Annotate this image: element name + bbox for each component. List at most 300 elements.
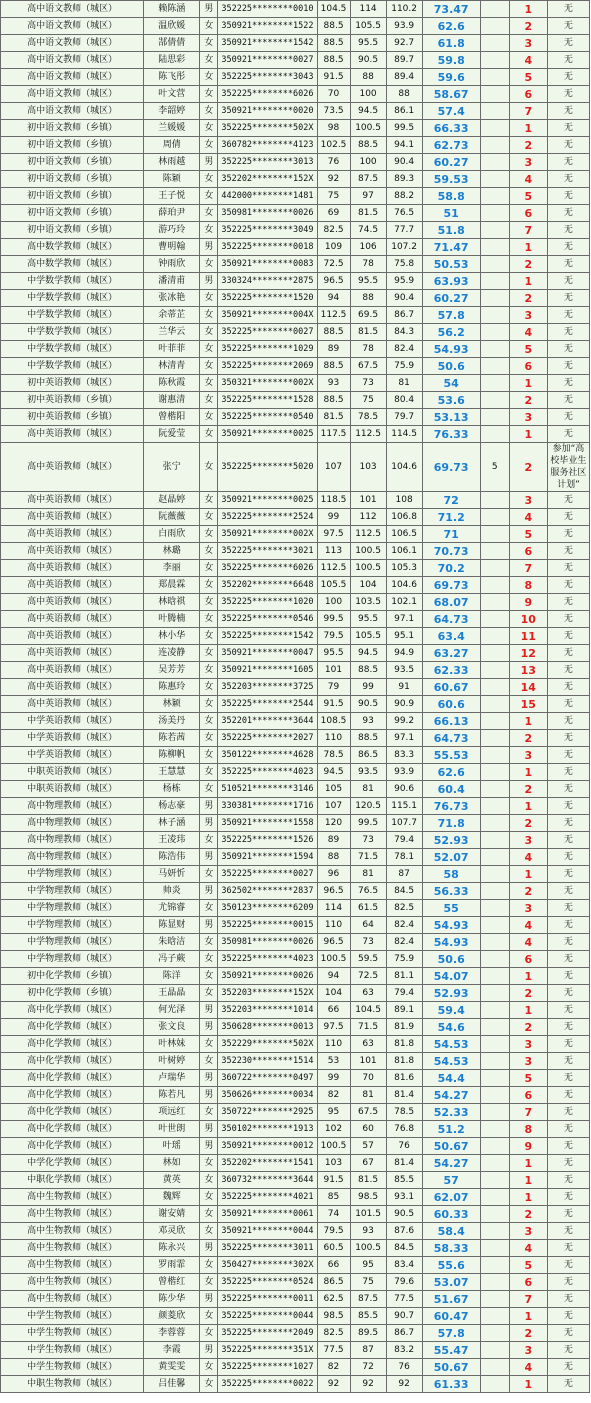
name-cell: 陈浩伟 xyxy=(144,849,200,866)
total-score-cell: 54.07 xyxy=(422,968,480,985)
name-cell: 陈洋 xyxy=(144,968,200,985)
total-score-cell: 53.07 xyxy=(422,1274,480,1291)
bonus-cell xyxy=(480,1002,509,1019)
gender-cell: 女 xyxy=(200,1189,218,1206)
id-number-cell: 352225********2069 xyxy=(218,358,317,375)
composite-score-cell: 94.1 xyxy=(386,137,422,154)
composite-score-cell: 81.4 xyxy=(386,1155,422,1172)
position-cell: 中职英语教师（城区） xyxy=(1,764,144,781)
written-score-cell: 97.5 xyxy=(317,1019,350,1036)
id-number-cell: 360722********0497 xyxy=(218,1070,317,1087)
rank-cell: 1 xyxy=(509,764,547,781)
name-cell: 陈少华 xyxy=(144,1291,200,1308)
rank-cell: 1 xyxy=(509,713,547,730)
total-score-cell: 69.73 xyxy=(422,577,480,594)
written-score-cell: 79 xyxy=(317,679,350,696)
bonus-cell xyxy=(480,900,509,917)
gender-cell: 男 xyxy=(200,1138,218,1155)
id-number-cell: 352225********1528 xyxy=(218,392,317,409)
written-score-cell: 104.5 xyxy=(317,1,350,18)
name-cell: 王子悦 xyxy=(144,188,200,205)
note-cell: 无 xyxy=(547,815,589,832)
gender-cell: 男 xyxy=(200,273,218,290)
position-cell: 高中生物教师（城区） xyxy=(1,1223,144,1240)
composite-score-cell: 89.3 xyxy=(386,171,422,188)
id-number-cell: 510521********3146 xyxy=(218,781,317,798)
name-cell: 叶瑶 xyxy=(144,1138,200,1155)
position-cell: 中学生物教师（城区） xyxy=(1,1359,144,1376)
gender-cell: 女 xyxy=(200,747,218,764)
written-score-cell: 92 xyxy=(317,171,350,188)
interview-score-cell: 71.5 xyxy=(350,1019,386,1036)
gender-cell: 女 xyxy=(200,120,218,137)
position-cell: 高中语文教师（城区） xyxy=(1,86,144,103)
interview-score-cell: 103.5 xyxy=(350,594,386,611)
rank-cell: 2 xyxy=(509,781,547,798)
table-row xyxy=(1,1206,590,1223)
id-number-cell: 352225********0524 xyxy=(218,1274,317,1291)
rank-cell: 1 xyxy=(509,1189,547,1206)
gender-cell: 女 xyxy=(200,1206,218,1223)
position-cell: 高中生物教师（城区） xyxy=(1,1240,144,1257)
gender-cell: 男 xyxy=(200,798,218,815)
rank-cell: 1 xyxy=(509,798,547,815)
written-score-cell: 79.5 xyxy=(317,628,350,645)
composite-score-cell: 95.9 xyxy=(386,273,422,290)
note-cell: 无 xyxy=(547,866,589,883)
written-score-cell: 70 xyxy=(317,86,350,103)
gender-cell: 女 xyxy=(200,1376,218,1393)
composite-score-cell: 93.5 xyxy=(386,662,422,679)
name-cell: 陈若凡 xyxy=(144,1087,200,1104)
rank-cell: 7 xyxy=(509,560,547,577)
position-cell: 中学数学教师（城区） xyxy=(1,341,144,358)
interview-score-cell: 88.5 xyxy=(350,137,386,154)
table-row xyxy=(1,747,590,764)
rank-cell: 2 xyxy=(509,392,547,409)
id-number-cell: 350427********302X xyxy=(218,1257,317,1274)
bonus-cell xyxy=(480,951,509,968)
gender-cell: 女 xyxy=(200,560,218,577)
rank-cell: 4 xyxy=(509,917,547,934)
interview-score-cell: 93.5 xyxy=(350,764,386,781)
position-cell: 高中英语教师（城区） xyxy=(1,543,144,560)
composite-score-cell: 93.1 xyxy=(386,1189,422,1206)
gender-cell: 女 xyxy=(200,426,218,443)
total-score-cell: 52.07 xyxy=(422,849,480,866)
rank-cell: 3 xyxy=(509,1036,547,1053)
written-score-cell: 62.5 xyxy=(317,1291,350,1308)
composite-score-cell: 87 xyxy=(386,866,422,883)
table-row xyxy=(1,120,590,137)
total-score-cell: 60.67 xyxy=(422,679,480,696)
id-number-cell: 352225********4023 xyxy=(218,951,317,968)
rank-cell: 6 xyxy=(509,543,547,560)
rank-cell: 7 xyxy=(509,1104,547,1121)
bonus-cell xyxy=(480,713,509,730)
gender-cell: 男 xyxy=(200,1070,218,1087)
composite-score-cell: 81.6 xyxy=(386,1070,422,1087)
gender-cell: 男 xyxy=(200,849,218,866)
note-cell: 无 xyxy=(547,52,589,69)
id-number-cell: 442000********1481 xyxy=(218,188,317,205)
rank-cell: 8 xyxy=(509,1121,547,1138)
interview-score-cell: 93 xyxy=(350,1223,386,1240)
position-cell: 高中生物教师（城区） xyxy=(1,1189,144,1206)
table-row xyxy=(1,137,590,154)
interview-score-cell: 69.5 xyxy=(350,307,386,324)
name-cell: 冯子蕨 xyxy=(144,951,200,968)
interview-score-cell: 95 xyxy=(350,1257,386,1274)
written-score-cell: 120 xyxy=(317,815,350,832)
rank-cell: 14 xyxy=(509,679,547,696)
interview-score-cell: 78 xyxy=(350,341,386,358)
position-cell: 高中化学教师（城区） xyxy=(1,1138,144,1155)
table-row xyxy=(1,679,590,696)
total-score-cell: 55.6 xyxy=(422,1257,480,1274)
position-cell: 高中英语教师（城区） xyxy=(1,611,144,628)
note-cell: 无 xyxy=(547,1189,589,1206)
written-score-cell: 94.5 xyxy=(317,764,350,781)
gender-cell: 男 xyxy=(200,1019,218,1036)
note-cell: 无 xyxy=(547,1342,589,1359)
written-score-cell: 88.5 xyxy=(317,35,350,52)
rank-cell: 1 xyxy=(509,1172,547,1189)
composite-score-cell: 82.4 xyxy=(386,934,422,951)
note-cell: 无 xyxy=(547,713,589,730)
rank-cell: 3 xyxy=(509,900,547,917)
name-cell: 叶林妹 xyxy=(144,1036,200,1053)
rank-cell: 5 xyxy=(509,526,547,543)
note-cell: 无 xyxy=(547,1240,589,1257)
note-cell: 无 xyxy=(547,730,589,747)
position-cell: 初中语文教师（乡镇） xyxy=(1,120,144,137)
id-number-cell: 350921********0047 xyxy=(218,645,317,662)
composite-score-cell: 83.2 xyxy=(386,1342,422,1359)
written-score-cell: 107 xyxy=(317,798,350,815)
note-cell: 无 xyxy=(547,1138,589,1155)
note-cell: 无 xyxy=(547,324,589,341)
total-score-cell: 54.6 xyxy=(422,1019,480,1036)
composite-score-cell: 82.5 xyxy=(386,900,422,917)
bonus-cell xyxy=(480,1359,509,1376)
rank-cell: 3 xyxy=(509,1223,547,1240)
id-number-cell: 350921********1594 xyxy=(218,849,317,866)
written-score-cell: 109 xyxy=(317,239,350,256)
gender-cell: 女 xyxy=(200,222,218,239)
interview-score-cell: 100.5 xyxy=(350,560,386,577)
gender-cell: 女 xyxy=(200,205,218,222)
total-score-cell: 52.33 xyxy=(422,1104,480,1121)
interview-score-cell: 59.5 xyxy=(350,951,386,968)
note-cell: 无 xyxy=(547,375,589,392)
gender-cell: 男 xyxy=(200,1,218,18)
interview-score-cell: 95.5 xyxy=(350,611,386,628)
bonus-cell xyxy=(480,1087,509,1104)
position-cell: 高中生物教师（城区） xyxy=(1,1291,144,1308)
gender-cell: 女 xyxy=(200,103,218,120)
composite-score-cell: 94.9 xyxy=(386,645,422,662)
interview-score-cell: 76.5 xyxy=(350,883,386,900)
id-number-cell: 352225********0011 xyxy=(218,1291,317,1308)
note-cell: 无 xyxy=(547,696,589,713)
bonus-cell xyxy=(480,1240,509,1257)
name-cell: 陈惠玲 xyxy=(144,679,200,696)
bonus-cell xyxy=(480,509,509,526)
table-row xyxy=(1,69,590,86)
composite-score-cell: 78.5 xyxy=(386,1104,422,1121)
id-number-cell: 352202********6648 xyxy=(218,577,317,594)
rank-cell: 2 xyxy=(509,256,547,273)
id-number-cell: 352225********0015 xyxy=(218,917,317,934)
total-score-cell: 57.8 xyxy=(422,307,480,324)
id-number-cell: 352202********1541 xyxy=(218,1155,317,1172)
rank-cell: 6 xyxy=(509,1274,547,1291)
bonus-cell xyxy=(480,696,509,713)
interview-score-cell: 70 xyxy=(350,1070,386,1087)
gender-cell: 女 xyxy=(200,256,218,273)
position-cell: 高中英语教师（城区） xyxy=(1,426,144,443)
composite-score-cell: 106.5 xyxy=(386,526,422,543)
table-row xyxy=(1,815,590,832)
interview-score-cell: 100 xyxy=(350,86,386,103)
id-number-cell: 360732********3644 xyxy=(218,1172,317,1189)
note-cell: 无 xyxy=(547,154,589,171)
interview-score-cell: 97 xyxy=(350,188,386,205)
id-number-cell: 352225********6026 xyxy=(218,560,317,577)
total-score-cell: 60.33 xyxy=(422,1206,480,1223)
id-number-cell: 352225********0027 xyxy=(218,866,317,883)
composite-score-cell: 106.1 xyxy=(386,543,422,560)
table-row xyxy=(1,239,590,256)
note-cell: 无 xyxy=(547,1223,589,1240)
rank-cell: 3 xyxy=(509,747,547,764)
written-score-cell: 94 xyxy=(317,968,350,985)
table-row xyxy=(1,1036,590,1053)
id-number-cell: 352225********351X xyxy=(218,1342,317,1359)
total-score-cell: 54.53 xyxy=(422,1036,480,1053)
table-row xyxy=(1,900,590,917)
composite-score-cell: 114.5 xyxy=(386,426,422,443)
position-cell: 中学英语教师（城区） xyxy=(1,730,144,747)
id-number-cell: 350921********0012 xyxy=(218,1138,317,1155)
total-score-cell: 69.73 xyxy=(422,443,480,492)
interview-score-cell: 94.5 xyxy=(350,645,386,662)
position-cell: 初中语文教师（乡镇） xyxy=(1,171,144,188)
id-number-cell: 350722********2925 xyxy=(218,1104,317,1121)
id-number-cell: 352225********0018 xyxy=(218,239,317,256)
gender-cell: 女 xyxy=(200,713,218,730)
written-score-cell: 79.5 xyxy=(317,1223,350,1240)
bonus-cell xyxy=(480,1189,509,1206)
note-cell: 无 xyxy=(547,1359,589,1376)
table-row xyxy=(1,696,590,713)
name-cell: 林子涵 xyxy=(144,815,200,832)
position-cell: 高中英语教师（城区） xyxy=(1,594,144,611)
note-cell: 无 xyxy=(547,1087,589,1104)
written-score-cell: 88.5 xyxy=(317,52,350,69)
table-row xyxy=(1,1019,590,1036)
total-score-cell: 58 xyxy=(422,866,480,883)
rank-cell: 2 xyxy=(509,985,547,1002)
total-score-cell: 62.33 xyxy=(422,662,480,679)
bonus-cell xyxy=(480,611,509,628)
interview-score-cell: 92 xyxy=(350,1376,386,1393)
interview-score-cell: 61.5 xyxy=(350,900,386,917)
bonus-cell xyxy=(480,560,509,577)
table-row xyxy=(1,1002,590,1019)
interview-score-cell: 88 xyxy=(350,290,386,307)
interview-score-cell: 90.5 xyxy=(350,696,386,713)
table-row xyxy=(1,1121,590,1138)
table-row xyxy=(1,1,590,18)
bonus-cell xyxy=(480,103,509,120)
name-cell: 林小华 xyxy=(144,628,200,645)
id-number-cell: 350981********0026 xyxy=(218,205,317,222)
gender-cell: 女 xyxy=(200,86,218,103)
id-number-cell: 350921********1558 xyxy=(218,815,317,832)
name-cell: 连凌静 xyxy=(144,645,200,662)
table-row xyxy=(1,883,590,900)
total-score-cell: 76.73 xyxy=(422,798,480,815)
note-cell: 无 xyxy=(547,883,589,900)
total-score-cell: 55.53 xyxy=(422,747,480,764)
written-score-cell: 101 xyxy=(317,662,350,679)
note-cell: 无 xyxy=(547,849,589,866)
table-row xyxy=(1,764,590,781)
id-number-cell: 352203********152X xyxy=(218,985,317,1002)
name-cell: 卢瑞华 xyxy=(144,1070,200,1087)
total-score-cell: 50.6 xyxy=(422,951,480,968)
position-cell: 中学英语教师（城区） xyxy=(1,713,144,730)
table-row xyxy=(1,509,590,526)
composite-score-cell: 99.5 xyxy=(386,120,422,137)
interview-score-cell: 101 xyxy=(350,492,386,509)
composite-score-cell: 85.5 xyxy=(386,1172,422,1189)
composite-score-cell: 89.4 xyxy=(386,69,422,86)
interview-score-cell: 90.5 xyxy=(350,52,386,69)
id-number-cell: 352225********6026 xyxy=(218,86,317,103)
rank-cell: 1 xyxy=(509,1155,547,1172)
name-cell: 白雨欣 xyxy=(144,526,200,543)
position-cell: 中职生物教师（城区） xyxy=(1,1376,144,1393)
bonus-cell xyxy=(480,1104,509,1121)
gender-cell: 女 xyxy=(200,1104,218,1121)
interview-score-cell: 87 xyxy=(350,1342,386,1359)
id-number-cell: 352225********3043 xyxy=(218,69,317,86)
table-row xyxy=(1,917,590,934)
gender-cell: 女 xyxy=(200,1257,218,1274)
written-score-cell: 110 xyxy=(317,1036,350,1053)
name-cell: 陆思彩 xyxy=(144,52,200,69)
total-score-cell: 54.53 xyxy=(422,1053,480,1070)
composite-score-cell: 81.1 xyxy=(386,968,422,985)
id-number-cell: 350123********6209 xyxy=(218,900,317,917)
table-row xyxy=(1,1087,590,1104)
bonus-cell xyxy=(480,290,509,307)
rank-cell: 2 xyxy=(509,1019,547,1036)
total-score-cell: 59.8 xyxy=(422,52,480,69)
gender-cell: 女 xyxy=(200,1053,218,1070)
written-score-cell: 88.5 xyxy=(317,358,350,375)
gender-cell: 女 xyxy=(200,1223,218,1240)
table-row xyxy=(1,443,590,492)
interview-score-cell: 112.5 xyxy=(350,426,386,443)
note-cell: 无 xyxy=(547,934,589,951)
total-score-cell: 51 xyxy=(422,205,480,222)
position-cell: 高中化学教师（城区） xyxy=(1,1053,144,1070)
interview-score-cell: 99.5 xyxy=(350,815,386,832)
name-cell: 王慧慧 xyxy=(144,764,200,781)
name-cell: 曾楷红 xyxy=(144,1274,200,1291)
rank-cell: 2 xyxy=(509,18,547,35)
rank-cell: 2 xyxy=(509,290,547,307)
composite-score-cell: 83.3 xyxy=(386,747,422,764)
table-row xyxy=(1,645,590,662)
gender-cell: 女 xyxy=(200,307,218,324)
note-cell: 无 xyxy=(547,798,589,815)
table-row xyxy=(1,1274,590,1291)
name-cell: 叶菲菲 xyxy=(144,341,200,358)
total-score-cell: 60.47 xyxy=(422,1308,480,1325)
note-cell: 无 xyxy=(547,951,589,968)
rank-cell: 7 xyxy=(509,1291,547,1308)
id-number-cell: 350921********0020 xyxy=(218,103,317,120)
position-cell: 中学数学教师（城区） xyxy=(1,358,144,375)
written-score-cell: 91.5 xyxy=(317,1172,350,1189)
position-cell: 中学物理教师（城区） xyxy=(1,883,144,900)
composite-score-cell: 82.4 xyxy=(386,341,422,358)
gender-cell: 男 xyxy=(200,815,218,832)
position-cell: 中职化学教师（城区） xyxy=(1,1172,144,1189)
position-cell: 高中化学教师（城区） xyxy=(1,1019,144,1036)
id-number-cell: 350921********0025 xyxy=(218,426,317,443)
table-row xyxy=(1,1257,590,1274)
id-number-cell: 352201********3644 xyxy=(218,713,317,730)
note-cell: 无 xyxy=(547,764,589,781)
interview-score-cell: 112 xyxy=(350,509,386,526)
position-cell: 初中化学教师（乡镇） xyxy=(1,968,144,985)
position-cell: 中学数学教师（城区） xyxy=(1,290,144,307)
total-score-cell: 62.6 xyxy=(422,18,480,35)
id-number-cell: 352229********502X xyxy=(218,1036,317,1053)
bonus-cell xyxy=(480,52,509,69)
interview-score-cell: 104.5 xyxy=(350,1002,386,1019)
composite-score-cell: 104.6 xyxy=(386,443,422,492)
position-cell: 中学物理教师（城区） xyxy=(1,866,144,883)
note-cell: 无 xyxy=(547,1070,589,1087)
total-score-cell: 63.4 xyxy=(422,628,480,645)
id-number-cell: 352225********502X xyxy=(218,120,317,137)
composite-score-cell: 89.1 xyxy=(386,1002,422,1019)
table-row xyxy=(1,1291,590,1308)
gender-cell: 女 xyxy=(200,52,218,69)
name-cell: 尤锦睿 xyxy=(144,900,200,917)
total-score-cell: 66.13 xyxy=(422,713,480,730)
name-cell: 曹明翰 xyxy=(144,239,200,256)
bonus-cell xyxy=(480,1155,509,1172)
gender-cell: 女 xyxy=(200,171,218,188)
position-cell: 初中语文教师（乡镇） xyxy=(1,222,144,239)
interview-score-cell: 81 xyxy=(350,1087,386,1104)
composite-score-cell: 79.4 xyxy=(386,985,422,1002)
interview-score-cell: 99 xyxy=(350,679,386,696)
total-score-cell: 55 xyxy=(422,900,480,917)
rank-cell: 6 xyxy=(509,951,547,968)
note-cell: 无 xyxy=(547,86,589,103)
name-cell: 朱晗洁 xyxy=(144,934,200,951)
name-cell: 陈柳帆 xyxy=(144,747,200,764)
